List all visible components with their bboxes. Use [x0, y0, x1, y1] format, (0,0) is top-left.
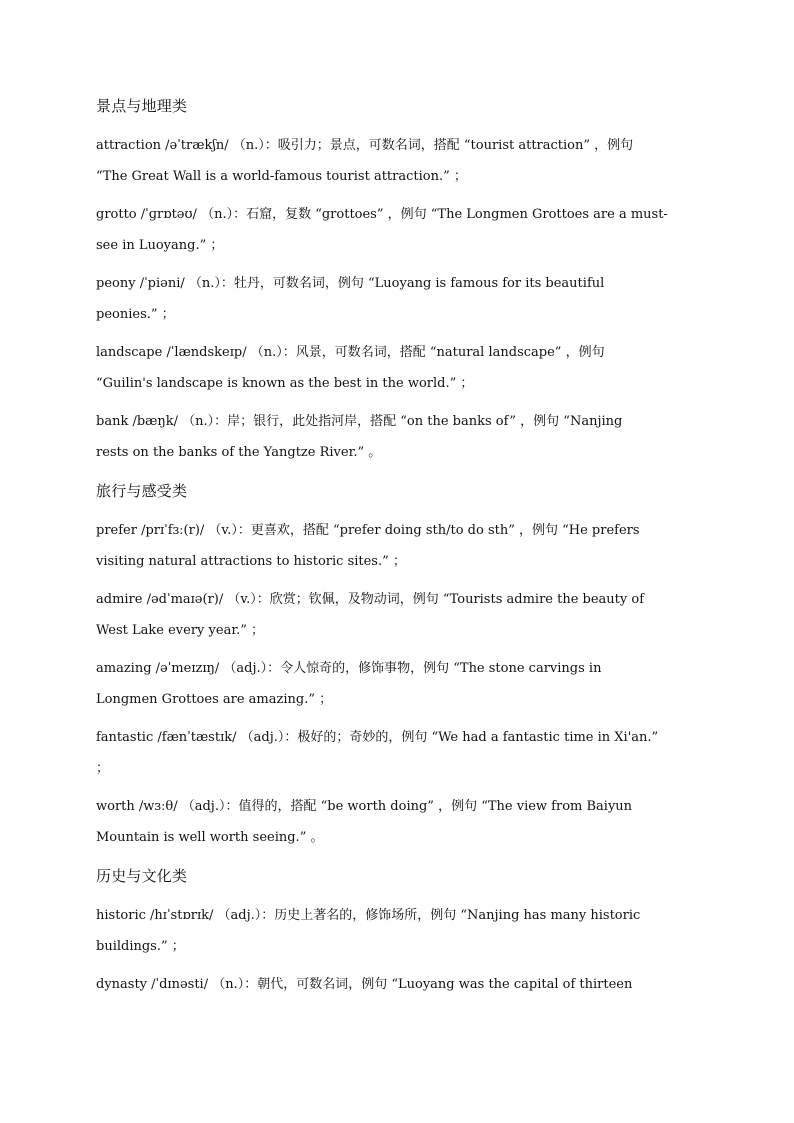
entry-text-line: ；: [96, 761, 110, 776]
entry-text-line: Mountain is well worth seeing.” 。: [96, 830, 324, 845]
entry-text-line: grotto /ˈɡrɒtəʊ/ （n.）：石窟，复数 “grottoes” ，例句 “The Longmen Grottoes are a must-: [96, 207, 668, 222]
vocab-entry: [96, 272, 696, 327]
entry-text-line: peonies.” ；: [96, 307, 175, 322]
entry-text-line: visiting natural attractions to historic sites.” ；: [96, 554, 406, 569]
entry-text-line: buildings.” ；: [96, 939, 185, 954]
vocab-entry: [96, 904, 696, 959]
document-body: [96, 94, 696, 1011]
section-heading: 历史与文化类: [96, 867, 188, 885]
section-heading: 旅行与感受类: [96, 482, 188, 500]
entry-text-line: “The Great Wall is a world-famous tourist attraction.” ；: [96, 169, 467, 184]
entry-text-line: Longmen Grottoes are amazing.” ；: [96, 692, 333, 707]
vocab-entry: [96, 410, 696, 465]
vocab-entry: [96, 973, 696, 997]
entry-text-line: admire /ədˈmaɪə(r)/ （v.）：欣赏；钦佩，及物动词，例句 “Tourists admire the beauty of: [96, 592, 645, 607]
vocab-entry: [96, 795, 696, 850]
entry-text-line: see in Luoyang.” ；: [96, 238, 224, 253]
vocab-entry: [96, 588, 696, 643]
entry-text-line: fantastic /fænˈtæstɪk/ （adj.）：极好的；奇妙的，例句 “We had a fantastic time in Xi'an.”: [96, 730, 659, 745]
entry-text-line: peony /ˈpiəni/ （n.）：牡丹，可数名词，例句 “Luoyang is famous for its beautiful: [96, 276, 605, 291]
vocab-entry: [96, 726, 696, 781]
vocab-entry: [96, 657, 696, 712]
entry-text-line: landscape /ˈlændskeɪp/ （n.）：风景，可数名词，搭配 “natural landscape” ，例句: [96, 345, 605, 360]
entry-text-line: “Guilin's landscape is known as the best in the world.” ；: [96, 376, 474, 391]
vocab-entry: [96, 519, 696, 574]
entry-text-line: rests on the banks of the Yangtze River.” 。: [96, 445, 382, 460]
entry-text-line: historic /hɪˈstɒrɪk/ （adj.）：历史上著名的，修饰场所，例句 “Nanjing has many historic: [96, 908, 641, 923]
vocab-entry: [96, 341, 696, 396]
entry-text-line: amazing /əˈmeɪzɪŋ/ （adj.）：令人惊奇的，修饰事物，例句 “The stone carvings in: [96, 661, 602, 676]
vocab-section: [96, 94, 696, 465]
vocab-section: [96, 864, 696, 997]
entry-text-line: prefer /prɪˈfɜː(r)/ （v.）：更喜欢，搭配 “prefer doing sth/to do sth” ，例句 “He prefers: [96, 523, 640, 538]
vocab-entry: [96, 203, 696, 258]
entry-text-line: worth /wɜːθ/ （adj.）：值得的，搭配 “be worth doing” ，例句 “The view from Baiyun: [96, 799, 633, 814]
vocab-section: [96, 479, 696, 850]
entry-text-line: attraction /əˈtrækʃn/ （n.）：吸引力；景点，可数名词，搭配 “tourist attraction” ，例句: [96, 138, 634, 153]
entry-text-line: bank /bæŋk/ （n.）：岸；银行，此处指河岸，搭配 “on the banks of” ，例句 “Nanjing: [96, 414, 623, 429]
section-heading: 景点与地理类: [96, 97, 188, 115]
entry-text-line: dynasty /ˈdɪnəsti/ （n.）：朝代，可数名词，例句 “Luoyang was the capital of thirteen: [96, 977, 633, 992]
entry-text-line: West Lake every year.” ；: [96, 623, 265, 638]
vocab-entry: [96, 134, 696, 189]
